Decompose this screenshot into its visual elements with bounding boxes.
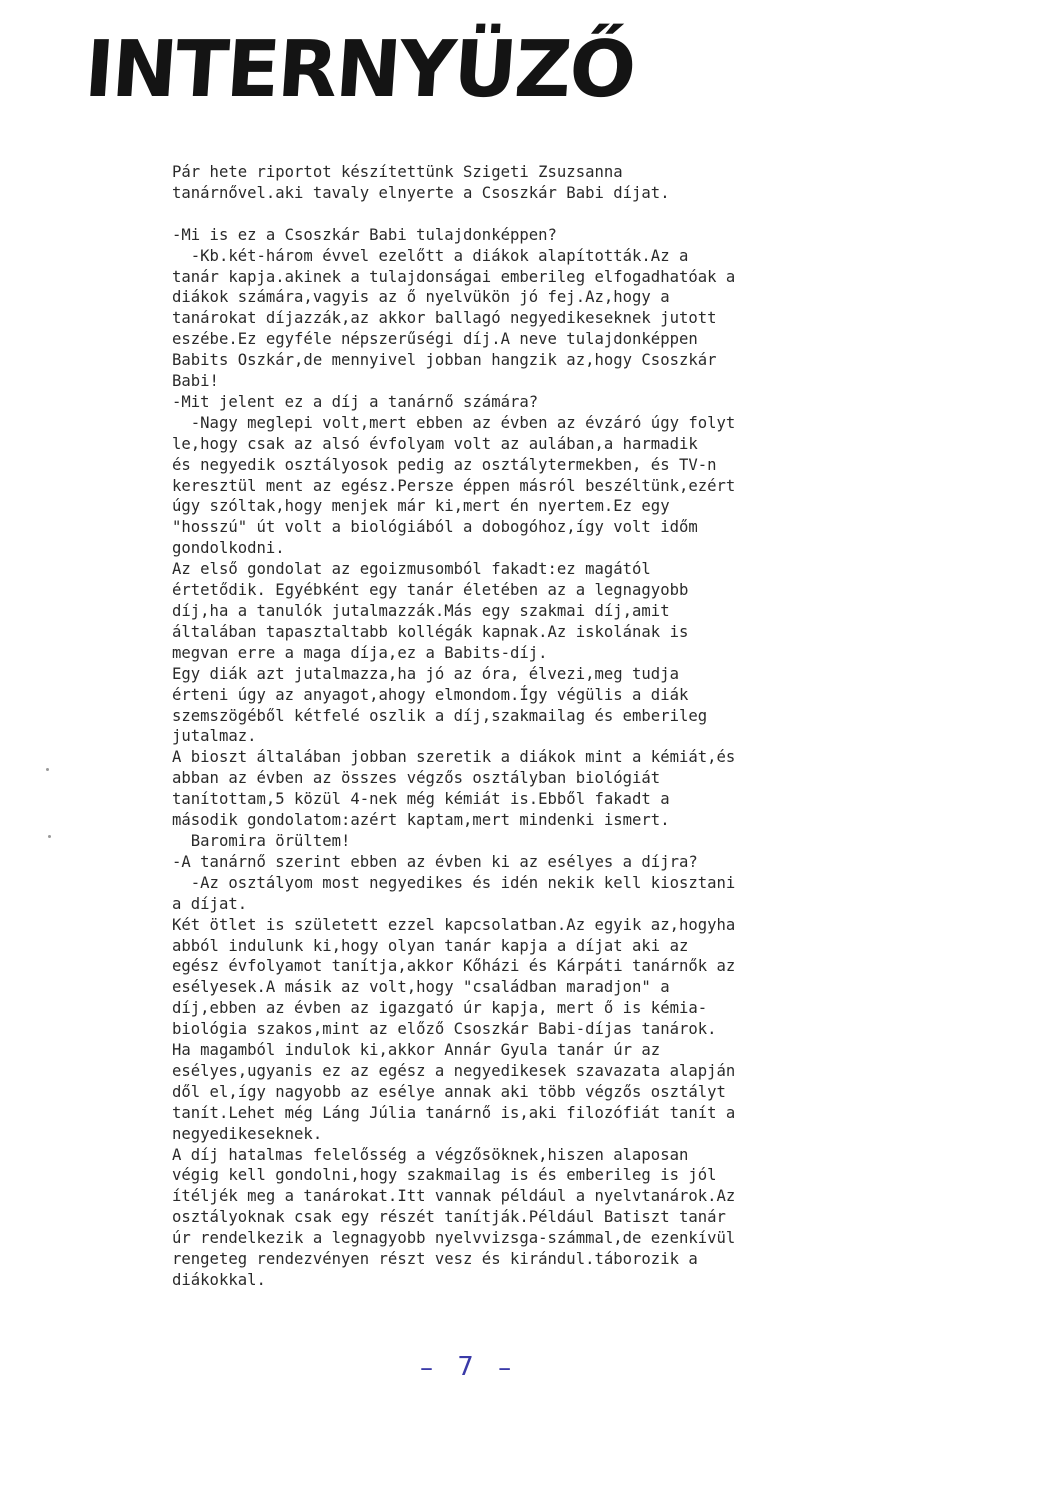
article-line: általában tapasztaltabb kollégák kapnak.Az iskolának is [172,622,689,641]
page-number: 7 [457,1352,474,1382]
article-line: Az első gondolat az egoizmusomból fakadt:ez magától [172,560,651,579]
article-line: tanárnővel.aki tavaly elnyerte a Csoszkár Babi díjat. [172,183,670,202]
margin-speck [46,768,49,771]
article-line: -Az osztályom most negyedikes és idén nekik kell kiosztani [172,873,736,892]
masthead [81,20,637,120]
article-line: le,hogy csak az alsó évfolyam volt az aulában,a harmadik [172,434,698,453]
article-line: második gondolatom:azért kaptam,mert mindenki ismert. [172,811,670,830]
article-line: díj,ha a tanulók jutalmazzák.Más egy szakmai díj,amit [172,602,670,621]
article-line: megvan erre a maga díja,ez a Babits-díj. [172,643,548,662]
article-line: abban az évben az összes végzős osztályban biológiát [172,769,661,788]
article-line: tanárokat díjazzák,az akkor ballagó negyedikeseknek jutott [172,309,717,328]
article-line: negyedikeseknek. [172,1124,323,1143]
article-line: dől el,így nagyobb az esélye annak aki több végzős osztályt [172,1082,726,1101]
article-line: A bioszt általában jobban szeretik a diákok mint a kémiát,és [172,748,736,767]
article-line [172,204,812,225]
article-line: -Mi is ez a Csoszkár Babi tulajdonképpen? [172,225,557,244]
article-line: tanítottam,5 közül 4-nek még kémiát is.Ebből fakadt a [172,790,670,809]
article-line: egész évfolyamot tanítja,akkor Kőházi és Kárpáti tanárnők az [172,957,736,976]
article-line: Babits Oszkár,de mennyivel jobban hangzik az,hogy Csoszkár [172,351,717,370]
article-line: -Kb.két-három évvel ezelőtt a diákok alapították.Az a [172,246,689,265]
article-line: tanít.Lehet még Láng Júlia tanárnő is,aki filozófiát tanít a [172,1103,736,1122]
article-line: Ha magamból indulok ki,akkor Annár Gyula tanár úr az [172,1041,661,1060]
article-line: értetődik. Egyébként egy tanár életében az a legnagyobb [172,581,689,600]
page-number-footer [420,1352,511,1383]
article-line: Baromira örültem! [172,831,351,850]
article-line: esélyesek.A másik az volt,hogy "családban maradjon" a [172,978,670,997]
article-line: ítéljék meg a tanárokat.Itt vannak például a nyelvtanárok.Az [172,1187,736,1206]
article-line: végig kell gondolni,hogy szakmailag is és emberileg is jól [172,1166,717,1185]
article-line: diákokkal. [172,1271,266,1290]
article-line: A díj hatalmas felelősség a végzősöknek,hiszen alaposan [172,1145,689,1164]
article-line: jutalmaz. [172,727,257,746]
article-line: -A tanárnő szerint ebben az évben ki az esélyes a díjra? [172,852,698,871]
article-line: a díjat. [172,894,248,913]
article-line: díj,ebben az évben az igazgató úr kapja, mert ő is kémia- [172,999,708,1018]
article-line: -Mit jelent ez a díj a tanárnő számára? [172,392,539,411]
article-line: abból indulunk ki,hogy olyan tanár kapja a díjat aki az [172,936,689,955]
page-number-dash-left: – [420,1352,433,1383]
article-line: biológia szakos,mint az előző Csoszkár Babi-díjas tanárok. [172,1020,717,1039]
article-line: Pár hete riportot készítettünk Szigeti Zsuzsanna [172,163,623,181]
article-line: "hosszú" út volt a biológiából a dobogóhoz,így volt időm [172,518,698,537]
article-line: Két ötlet is született ezzel kapcsolatban.Az egyik az,hogyha [172,915,736,934]
article-line: rengeteg rendezvényen részt vesz és kirándul.táborozik a [172,1250,698,1269]
article-line: úr rendelkezik a legnagyobb nyelvvizsga-számmal,de ezenkívül [172,1229,736,1248]
article-line: érteni úgy az anyagot,ahogy elmondom.Így végülis a diák [172,685,689,704]
article-line: esélyes,ugyanis ez az egész a negyedikesek szavazata alapján [172,1061,736,1080]
article-line: Egy diák azt jutalmazza,ha jó az óra, élvezi,meg tudja [172,664,679,683]
masthead-title: INTERNYÜZŐ [81,25,637,115]
article-line: Babi! [172,372,219,391]
article-line: gondolkodni. [172,539,285,558]
article-line: szemszögéből kétfelé oszlik a díj,szakmailag és emberileg [172,706,708,725]
article-line: úgy szóltak,hogy menjek már ki,mert én nyertem.Ez egy [172,497,670,516]
article-line: diákok számára,vagyis az ő nyelvükön jó fej.Az,hogy a [172,288,670,307]
article-body [172,162,812,1291]
article-line: tanár kapja.akinek a tulajdonságai emberileg elfogadhatóak a [172,267,736,286]
margin-speck [48,835,51,838]
article-line: keresztül ment az egész.Persze éppen másról beszéltünk,ezért [172,476,736,495]
page-number-dash-right: – [498,1352,512,1383]
article-line: és negyedik osztályosok pedig az osztálytermekben, és TV-n [172,455,717,474]
article-line: -Nagy meglepi volt,mert ebben az évben az évzáró úgy folyt [172,413,736,432]
article-line: eszébe.Ez egyféle népszerűségi díj.A neve tulajdonképpen [172,330,698,349]
article-line: osztályoknak csak egy részét tanítják.Például Batiszt tanár [172,1208,726,1227]
